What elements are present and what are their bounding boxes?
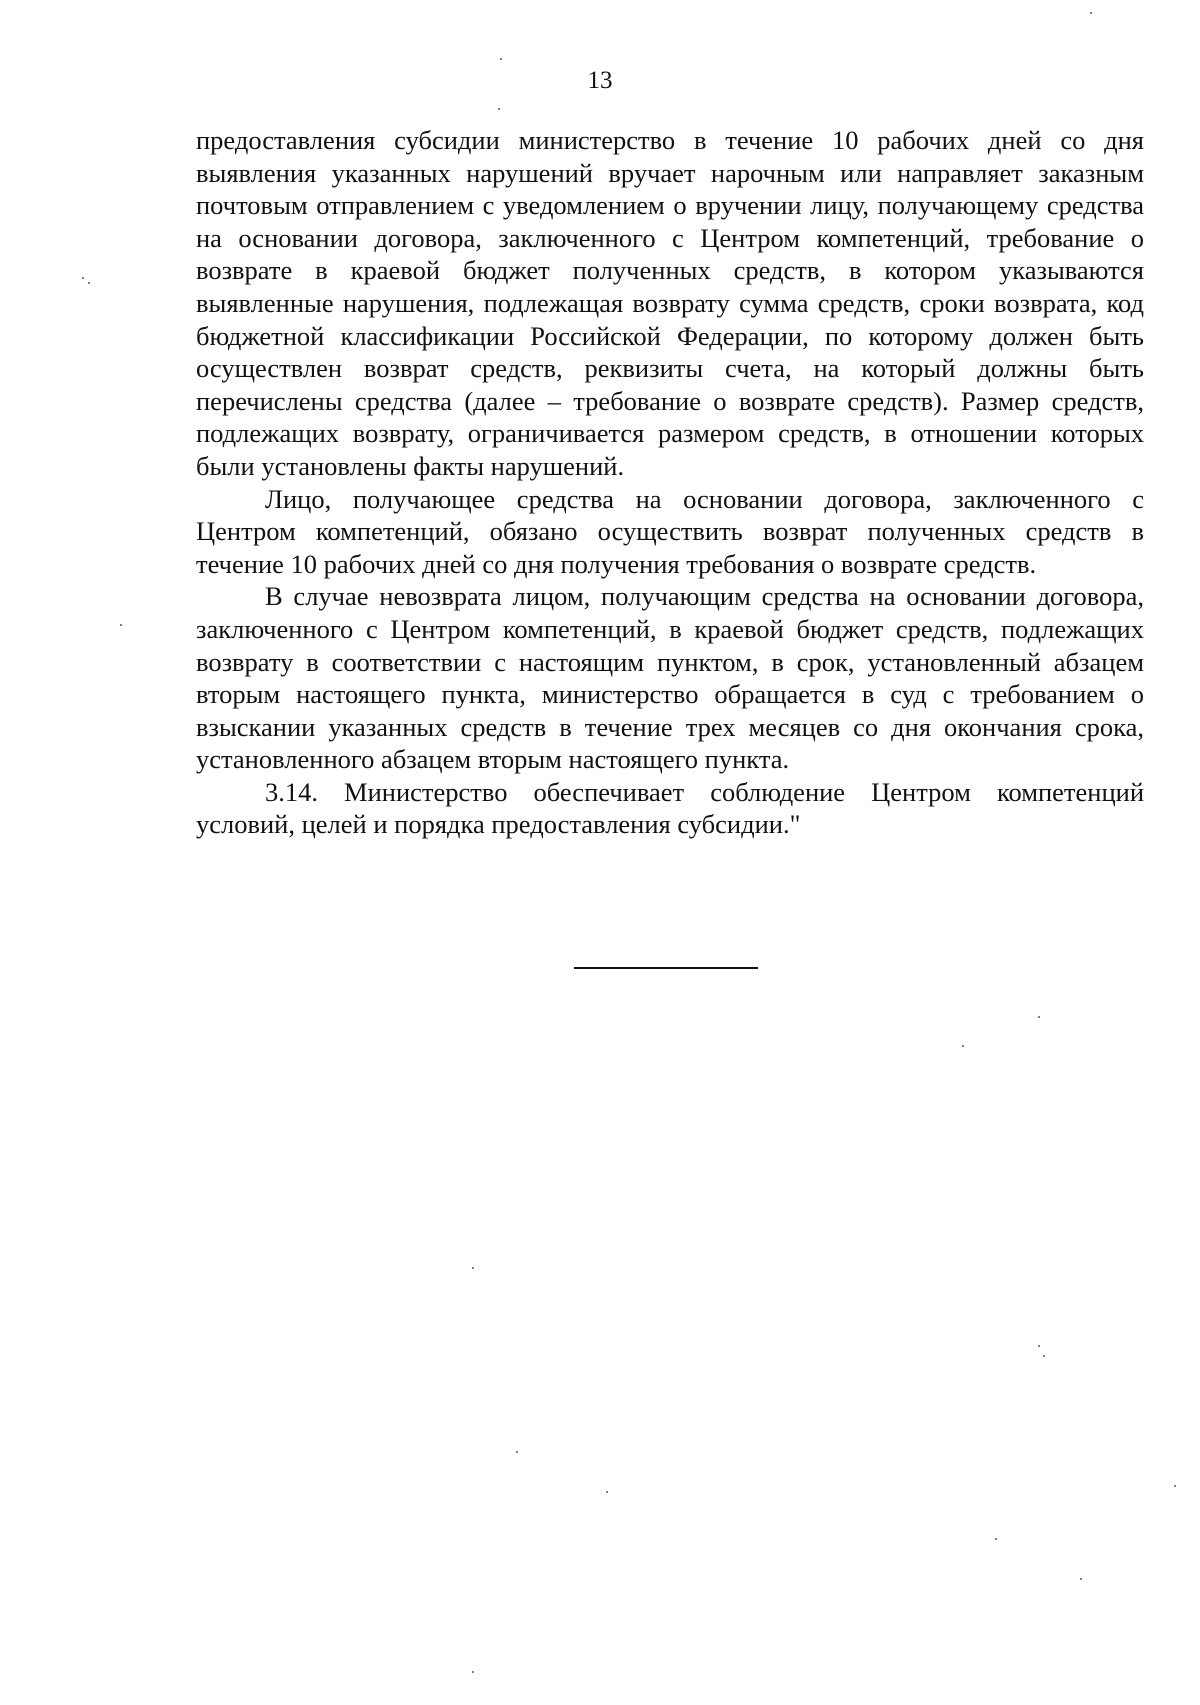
scan-speck: [1080, 1578, 1082, 1580]
scan-speck: [120, 624, 122, 626]
document-body: [196, 124, 1144, 841]
scan-speck: [472, 1267, 474, 1269]
scan-speck: [995, 1538, 997, 1540]
paragraph-clause-3-14: 3.14. Министерство обеспечивает соблюдение Центром компетенций условий, целей и порядка предоставления субсидии.": [196, 776, 1144, 840]
scan-speck: [962, 1045, 964, 1047]
scan-speck: [1174, 1485, 1176, 1487]
scan-speck: [516, 1451, 518, 1453]
scan-speck: [606, 1491, 608, 1493]
scan-speck: [1043, 1355, 1045, 1357]
scan-speck: [1038, 1345, 1040, 1347]
scan-speck: [1090, 12, 1092, 14]
end-of-text-rule: [574, 967, 758, 969]
paragraph-refund-obligation: Лицо, получающее средства на основании договора, заключенного с Центром компетенций, обязано осуществить возврат полученных средств в течение 10 рабочих дней со дня получения требования о возврате средств.: [196, 483, 1144, 579]
scan-speck: [88, 282, 90, 284]
scan-speck: [498, 108, 500, 110]
paragraph-court-claim: В случае невозврата лицом, получающим средства на основании договора, заключенного с Центром компетенций, в краевой бюджет средств, подлежащих возврату в соответствии с настоящим пунктом, в срок, установленный абзацем вторым настоящего пункта, министерство обращается в суд с требованием о взыскании указанных средств в течение трех месяцев со дня окончания срока, установленного абзацем вторым настоящего пункта.: [196, 581, 1144, 775]
scan-speck: [500, 58, 502, 60]
page-number: 13: [587, 67, 613, 94]
paragraph-continuation: предоставления субсидии министерство в течение 10 рабочих дней со дня выявления указанных нарушений вручает нарочным или направляет заказным почтовым отправлением с уведомлением о вручении лицу, получающему средства на основании договора, заключенного с Центром компетенций, требование о возврате в краевой бюджет полученных средств, в котором указываются выявленные нарушения, подлежащая возврату сумма средств, сроки возврата, код бюджетной классификации Российской Федерации, по которому должен быть осуществлен возврат средств, реквизиты счета, на который должны быть перечислены средства (далее – требование о возврате средств). Размер средств, подлежащих возврату, ограничивается размером средств, в отношении которых были установлены факты нарушений.: [196, 125, 1144, 481]
scan-speck: [82, 277, 84, 279]
scan-speck: [472, 1671, 474, 1673]
scan-speck: [1038, 1016, 1040, 1018]
